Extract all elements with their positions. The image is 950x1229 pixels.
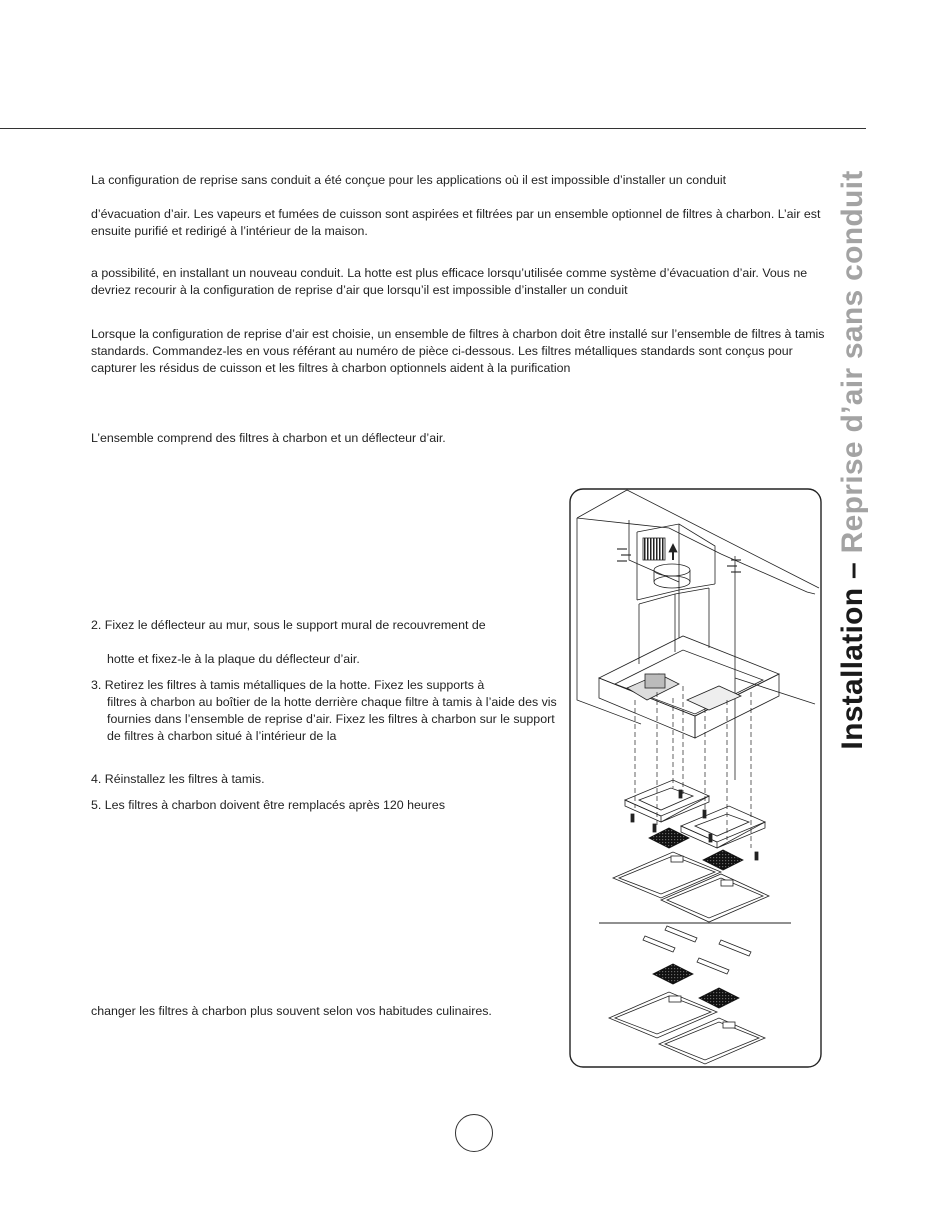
step-3 <box>91 677 561 745</box>
section-side-title <box>836 170 870 749</box>
side-title-dark: Installation – <box>836 553 869 750</box>
step-3-continuation: filtres à charbon au boîtier de la hotte derrière chaque filtre à tamis à l’aide des vis fournies dans l’ensemble de reprise d’air. Fixez les filtres à charbon sur le support de filtres à charbon situé à l’intérieur de la <box>107 695 557 743</box>
step-2-line-2: hotte et fixez-le à la plaque du déflecteur d’air. <box>107 652 360 666</box>
side-title-light: Reprise d’air sans conduit <box>836 170 869 554</box>
intro-paragraph-2: d’évacuation d’air. Les vapeurs et fumées de cuisson sont aspirées et filtrées par un ensemble optionnel de filtres à charbon. L’air est ensuite purifié et redirigé à l’intérieur de la maison. <box>91 207 821 238</box>
step-6-closing: changer les filtres à charbon plus souvent selon vos habitudes culinaires. <box>91 1004 492 1018</box>
installation-diagram <box>569 488 822 1068</box>
step-5: 5. Les filtres à charbon doivent être remplacés après 120 heures <box>91 798 446 812</box>
page-number-circle <box>455 1114 493 1152</box>
header-rule <box>0 128 866 129</box>
diagram-frame <box>570 489 821 1067</box>
step-3-first-line: 3. Retirez les filtres à tamis métalliques de la hotte. Fixez les supports à <box>91 678 485 692</box>
intro-paragraph-1: La configuration de reprise sans conduit a été conçue pour les applications où il est impossible d’installer un conduit <box>91 173 727 187</box>
step-2-line-1: 2. Fixez le déflecteur au mur, sous le support mural de recouvrement de <box>91 618 486 632</box>
intro-paragraph-4: Lorsque la configuration de reprise d’air est choisie, un ensemble de filtres à charbon doit être installé sur l’ensemble de filtres à tamis standards. Commandez-les en vous référant au numéro de pièce ci-dessous. Les filtres métalliques standards sont conçus pour capturer les résidus de cuisson et les filtres à charbon optionnels aident à la purification <box>91 327 825 375</box>
intro-paragraph-5: L’ensemble comprend des filtres à charbon et un déflecteur d’air. <box>91 431 446 445</box>
intro-paragraph-3: a possibilité, en installant un nouveau conduit. La hotte est plus efficace lorsqu’utilisée comme système d’évacuation d’air. Vous ne devriez recourir à la configuration de reprise d’air que lorsqu’il est impossible d’installer un conduit <box>91 266 808 297</box>
step-4: 4. Réinstallez les filtres à tamis. <box>91 772 265 786</box>
